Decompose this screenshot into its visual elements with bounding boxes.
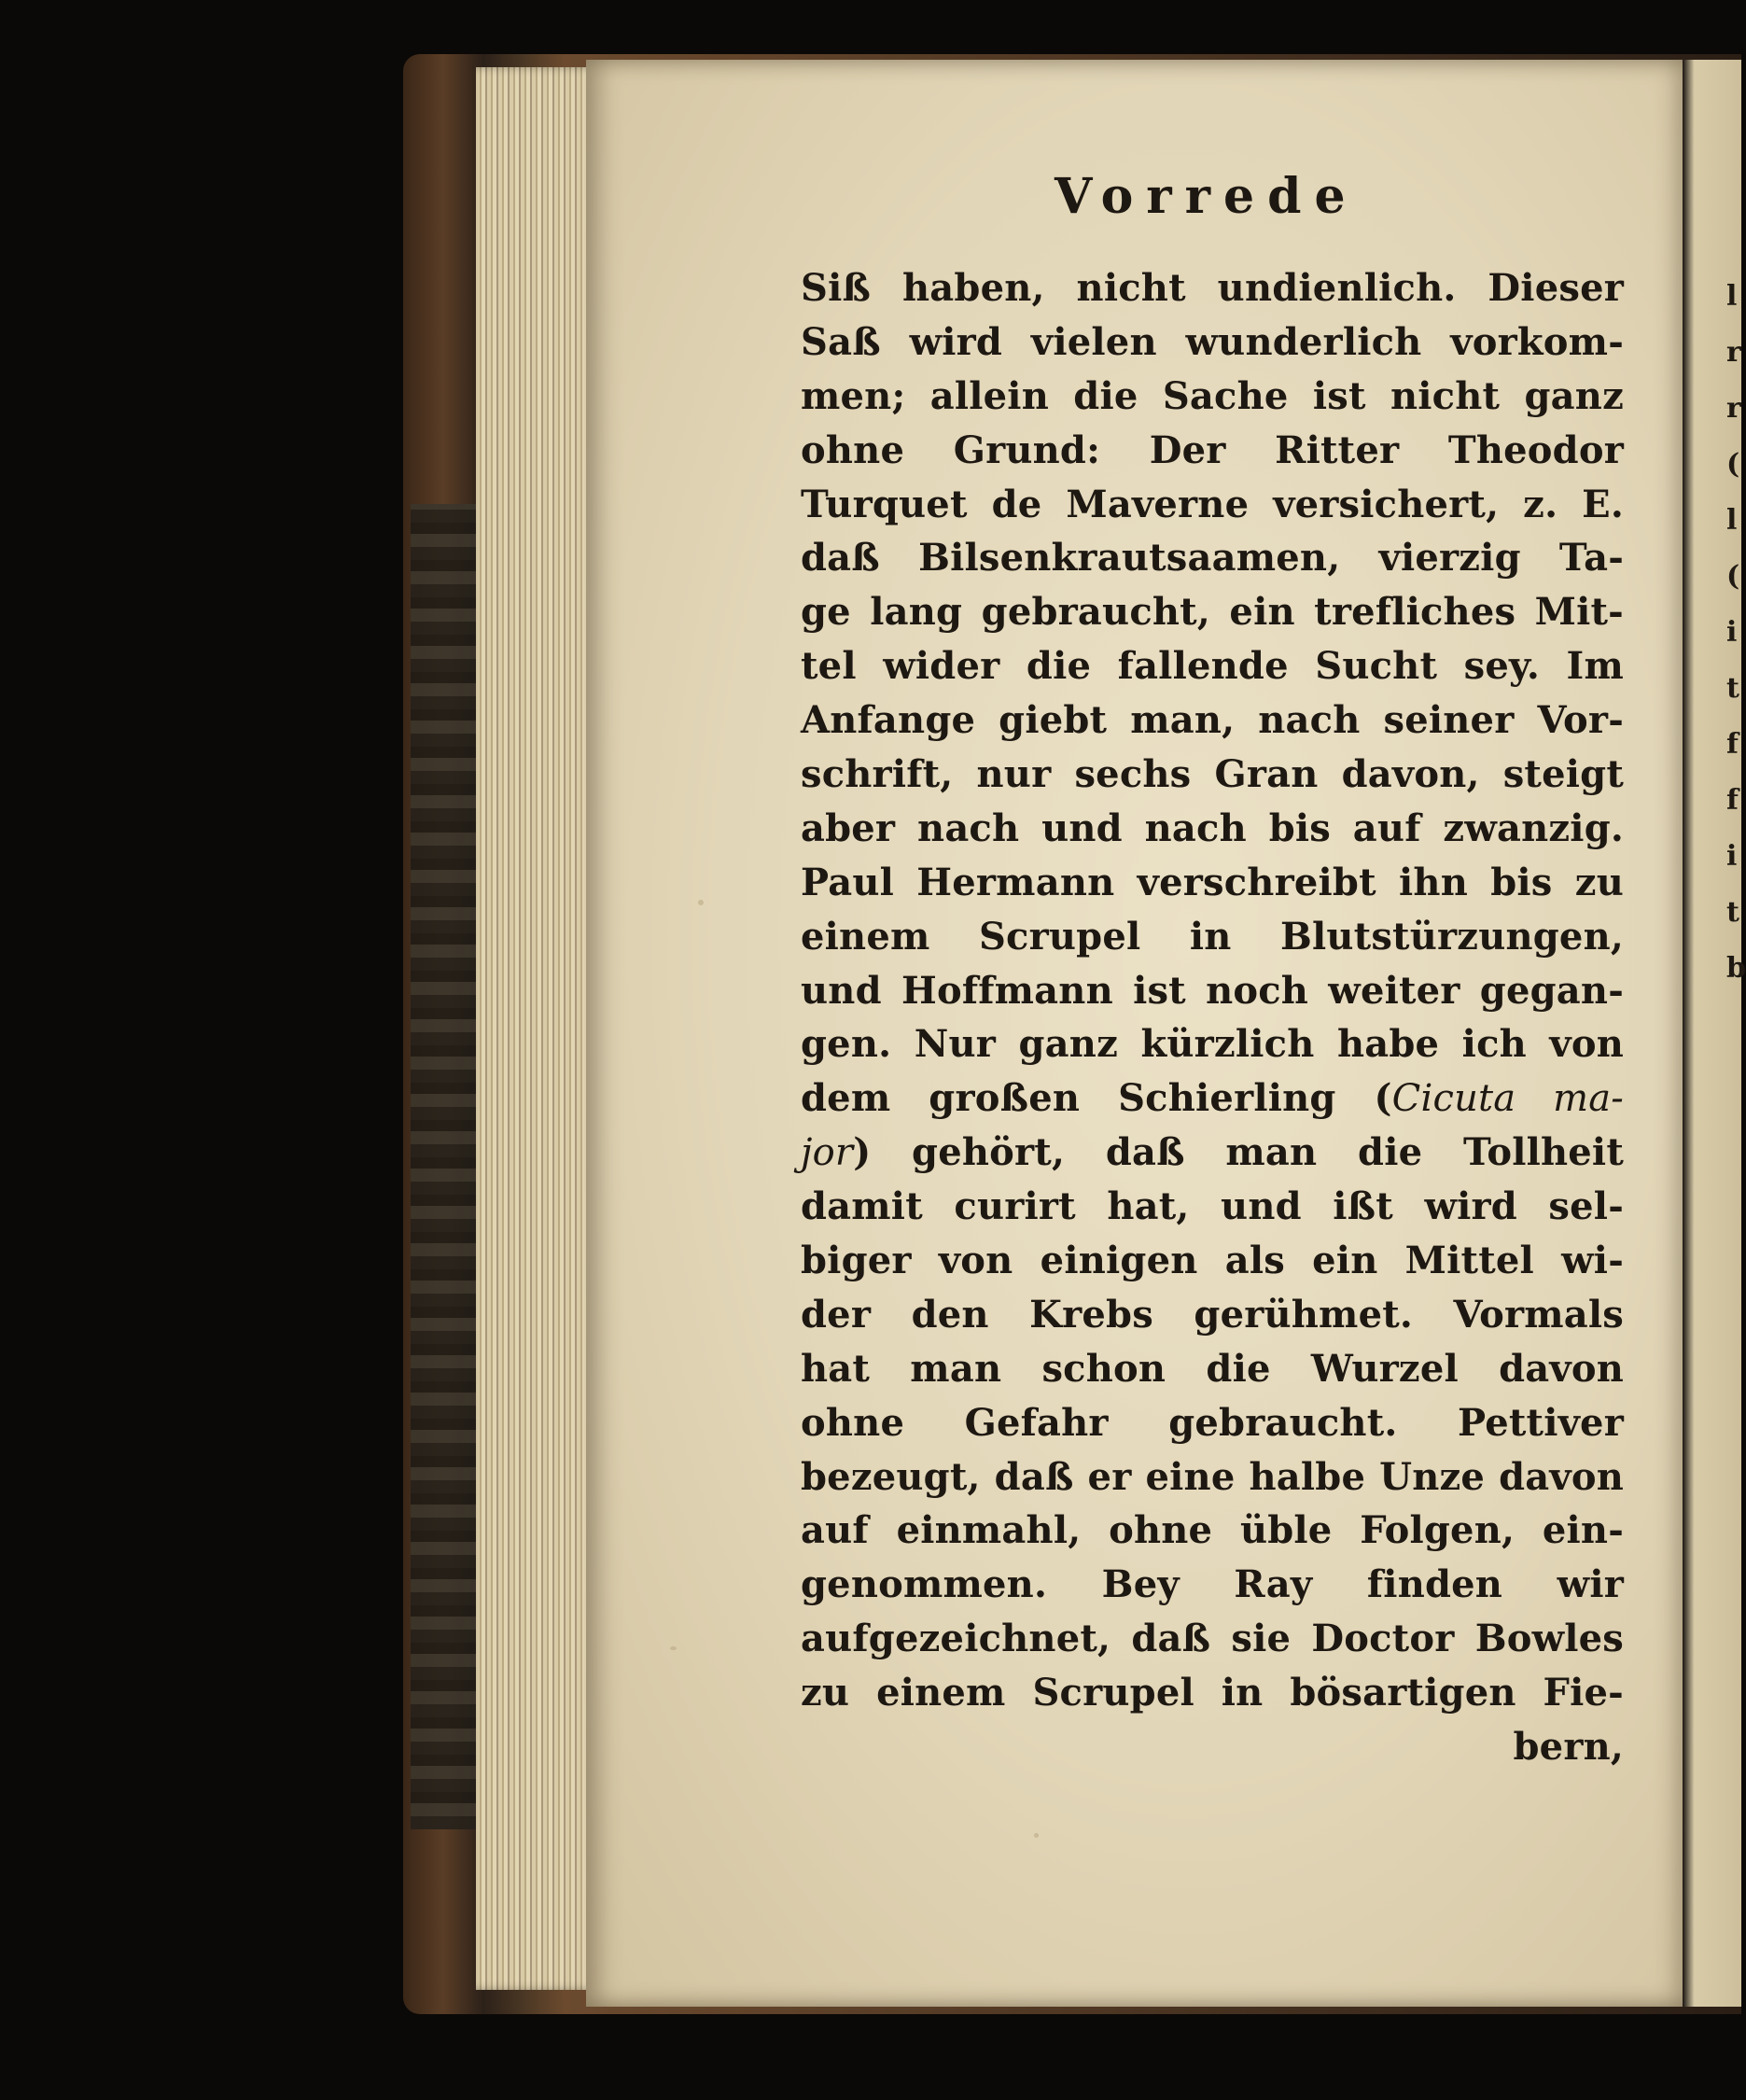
text-line: aber nach und nach bis auf zwanzig. [801,805,1624,850]
facing-page-glyph: i [1726,840,1738,873]
body-text [801,261,1624,1774]
facing-page-glyph: ( [1726,560,1740,593]
latin-term: jor [801,1131,854,1175]
text-line: daß Bilsenkrautsaamen, vierzig Ta- [801,536,1624,581]
text-line: tel wider die fallende Sucht sey. Im [801,644,1624,689]
page-edge-stack [476,67,597,1990]
text-line: Saß wird vielen wunderlich vorkom- [801,319,1624,364]
text-line: genommen. Bey Ray finden wir [801,1562,1624,1607]
text-line: aufgezeichnet, daß sie Doctor Bowles [801,1617,1624,1661]
text-line: damit curirt hat, und ißt wird sel- [801,1184,1624,1229]
text-line: ohne Gefahr gebraucht. Pettiver [801,1400,1624,1445]
facing-page-glyph: i [1726,616,1738,649]
facing-page-glyph: t [1726,672,1739,705]
text-line: gen. Nur ganz kürzlich habe ich von [801,1022,1624,1067]
text-line: einem Scrupel in Blutstürzungen, [801,914,1624,959]
text-line: Anfange giebt man, nach seiner Vor- [801,698,1624,743]
text-line: und Hoffmann ist noch weiter gegan- [801,968,1624,1013]
facing-page-glyph: l [1726,280,1738,313]
text-line: jor) gehört, daß man die Tollheit [801,1130,1624,1175]
text-line: bezeugt, daß er eine halbe Unze davon [801,1454,1624,1499]
text-line: der den Krebs gerühmet. Vormals [801,1292,1624,1337]
facing-page-glyph: l [1726,504,1738,537]
text-line: bern, [1513,1725,1624,1770]
facing-page-glyph: t [1726,896,1739,929]
facing-page-glyph: f [1726,728,1739,761]
text-line: zu einem Scrupel in bösartigen Fie- [801,1671,1624,1715]
text-line: hat man schon die Wurzel davon [801,1346,1624,1391]
paper-fleck [698,900,704,905]
page-heading: Vorrede [1055,168,1359,225]
paper-fleck [670,1646,677,1650]
facing-page-glyph: f [1726,784,1739,817]
text-line: Turquet de Maverne versichert, z. E. [801,482,1624,526]
facing-page-glyph: r [1726,336,1741,369]
worn-spine-texture [411,504,485,1829]
text-line: Siß haben, nicht undienlich. Dieser [801,266,1624,310]
text-line: ge lang gebraucht, ein trefliches Mit- [801,590,1624,635]
facing-page-glyph: ( [1726,448,1740,481]
text-line: schrift, nur sechs Gran davon, steigt [801,752,1624,797]
text-line: dem großen Schierling (Cicuta ma- [801,1076,1624,1121]
text-line: men; allein die Sache ist nicht ganz [801,373,1624,418]
facing-page-glyph: r [1726,392,1741,425]
text-line: ohne Grund: Der Ritter Theodor [801,427,1624,472]
latin-term: Cicuta ma- [1391,1077,1624,1121]
text-line: auf einmahl, ohne üble Folgen, ein- [801,1508,1624,1553]
facing-page-glyph: b [1726,952,1746,985]
text-line: biger von einigen als ein Mittel wi- [801,1239,1624,1283]
dark-background [0,0,403,2100]
paper-fleck [1034,1833,1039,1838]
text-line: Paul Hermann verschreibt ihn bis zu [801,860,1624,904]
